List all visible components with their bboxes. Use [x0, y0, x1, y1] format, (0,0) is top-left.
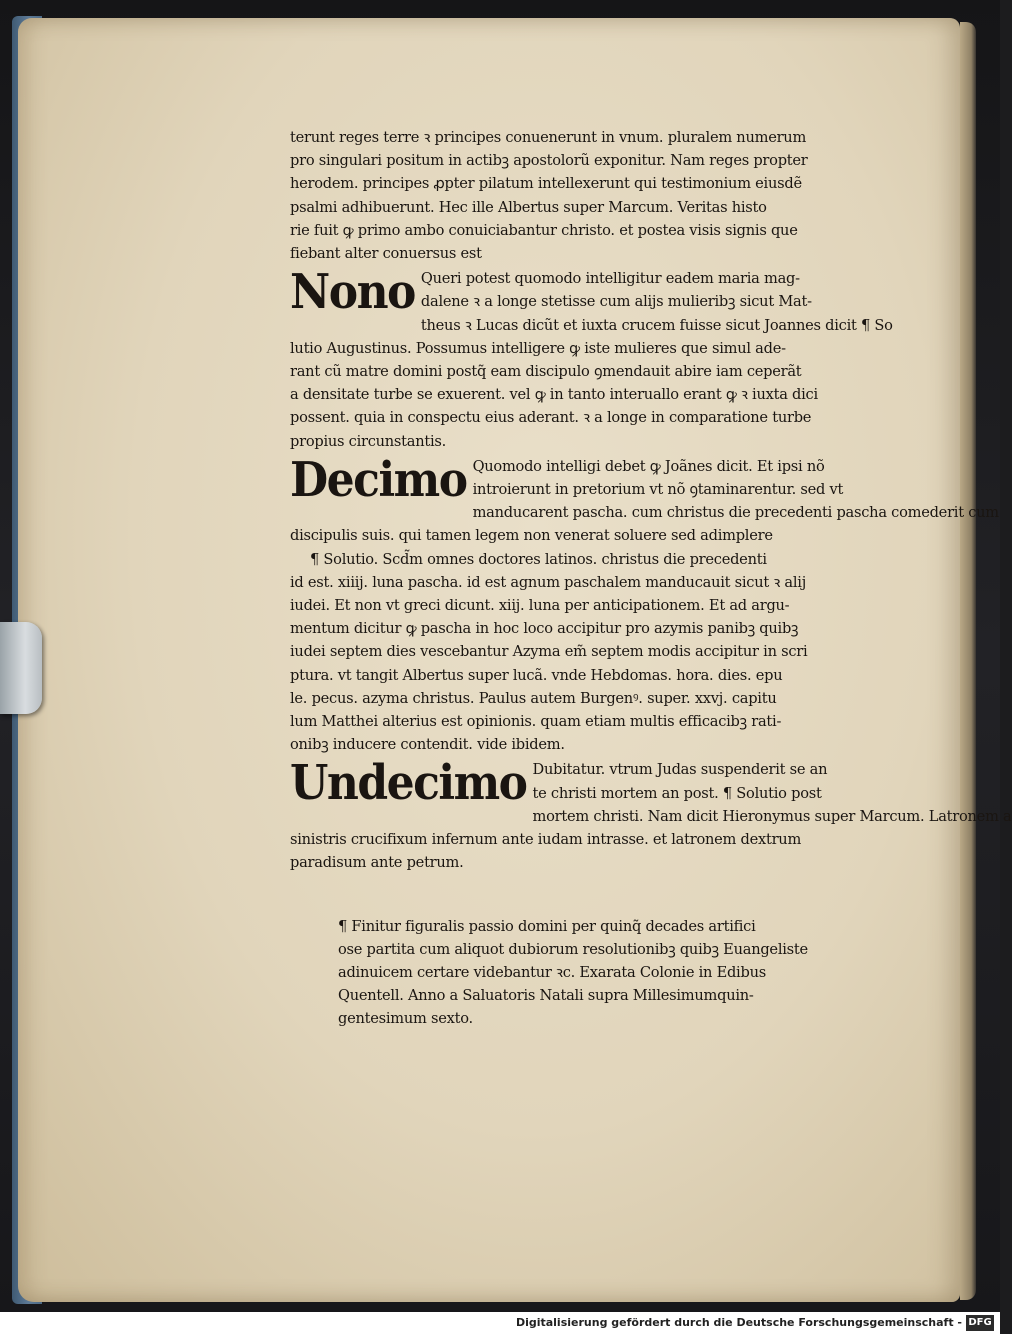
text-line: te christi mortem an post. ¶ Solutio post: [532, 784, 822, 802]
page-edge: [960, 22, 976, 1300]
section-nono: [290, 264, 893, 453]
text-line: lutio Augustinus. Possumus intelligere ꝙ iste mulieres que simul ade‑: [290, 339, 786, 357]
colophon-line: Quentell. Anno a Saluatoris Natali supra Millesimumquin‑: [338, 987, 754, 1005]
colophon-line: adinuicem certare videbantur ꝛc. Exarata Colonie in Edibus: [338, 963, 766, 981]
text-line: sinistris crucifixum infernum ante iudam intrasse. et latronem dextrum: [290, 831, 802, 849]
text-line: lum Matthei alterius est opinionis. quam etiam multis efficacibꝫ rati‑: [290, 713, 782, 731]
text-line: iudei. Et non vt greci dicunt. xiij. luna per anticipationem. Et ad argu‑: [290, 597, 790, 615]
text-line: rant cũ matre domini postq̃ eam discipulo ꝯmendauit abire iam ceperãt: [290, 363, 802, 381]
text-line: Dubitatur. vtrum Judas suspenderit se an: [532, 761, 828, 779]
colophon-line: ose partita cum aliquot dubiorum resolutionibꝫ quibꝫ Euangeliste: [338, 940, 808, 958]
text-line: onibꝫ inducere contendit. vide ibidem.: [290, 736, 565, 754]
text-line: psalmi adhibuerunt. Hec ille Albertus super Marcum. Veritas histo: [290, 198, 767, 216]
section-decimo: [290, 452, 999, 757]
funding-credit: Digitalisierung gefördert durch die Deutsche Forschungsgemeinschaft -: [515, 1316, 962, 1329]
text-line: ptura. vt tangit Albertus super lucã. vnde Hebdomas. hora. dies. epu: [290, 666, 783, 684]
text-line: propius circunstantis.: [290, 432, 447, 450]
text-line: ¶ Solutio. Scd̃m omnes doctores latinos. christus die precedenti: [310, 550, 767, 568]
text-line: manducarent pascha. cum christus die precedenti pascha comederit cum: [472, 504, 999, 522]
colophon-line: ¶ Finitur figuralis passio domini per quinq̃ decades artifici: [338, 917, 756, 935]
text-line: fiebant alter conuersus est: [290, 245, 482, 263]
text-line: rie fuit ꝙ primo ambo conuiciabantur christo. et postea visis signis que: [290, 221, 798, 239]
text-line: a densitate turbe se exuerent. vel ꝙ in tanto interuallo erant ꝙ ꝛ iuxta dici: [290, 386, 818, 404]
text-line: le. pecus. azyma christus. Paulus autem Burgenꝰ. super. xxvj. capitu: [290, 689, 777, 707]
text-line: mentum dicitur ꝙ pascha in hoc loco accipitur pro azymis panibꝫ quibꝫ: [290, 620, 799, 638]
dfg-logo: DFG: [966, 1315, 994, 1331]
text-line: theus ꝛ Lucas dicũt et iuxta crucem fuisse sicut Joannes dicit ¶ So: [420, 316, 893, 334]
text-line: herodem. principes ꝓpter pilatum intellexerunt qui testimonium eiusdẽ: [290, 175, 802, 193]
text-line: mortem christi. Nam dicit Hieronymus super Marcum. Latronem a: [532, 807, 1012, 825]
opening-paragraph: [290, 126, 890, 265]
page-clip: [0, 622, 42, 714]
text-line: possent. quia in conspectu eius aderant. ꝛ a longe in comparatione turbe: [290, 409, 812, 427]
text-line: Queri potest quomodo intelligitur eadem maria mag‑: [420, 270, 800, 288]
text-block: [290, 126, 1012, 1031]
text-line: discipulis suis. qui tamen legem non venerat soluere sed adimplere: [290, 527, 773, 545]
section-undecimo: [290, 756, 1012, 874]
text-line: iudei septem dies vescebantur Azyma em̃ septem modis accipitur in scri: [290, 643, 808, 661]
text-line: Quomodo intelligi debet ꝙ Joãnes dicit. Et ipsi nõ: [472, 457, 825, 475]
section-initial-undecimo: Undecimo: [290, 756, 527, 812]
footer-bar: [0, 1312, 1000, 1334]
colophon: [290, 915, 890, 1031]
text-line: dalene ꝛ a longe stetisse cum alijs mulieribꝫ sicut Mat‑: [420, 293, 812, 311]
text-line: introierunt in pretorium vt nõ ꝯtaminarentur. sed vt: [472, 481, 844, 499]
text-line: paradisum ante petrum.: [290, 854, 464, 872]
text-line: pro singulari positum in actibꝫ apostolorũ exponitur. Nam reges propter: [290, 152, 808, 170]
colophon-line: gentesimum sexto.: [338, 1010, 473, 1028]
section-initial-decimo: Decimo: [290, 452, 467, 508]
text-line: id est. xiiij. luna pascha. id est agnum paschalem manducauit sicut ꝛ alij: [290, 573, 806, 591]
text-line: terunt reges terre ꝛ principes conuenerunt in vnum. pluralem numerum: [290, 129, 807, 146]
section-initial-nono: Nono: [290, 264, 415, 320]
